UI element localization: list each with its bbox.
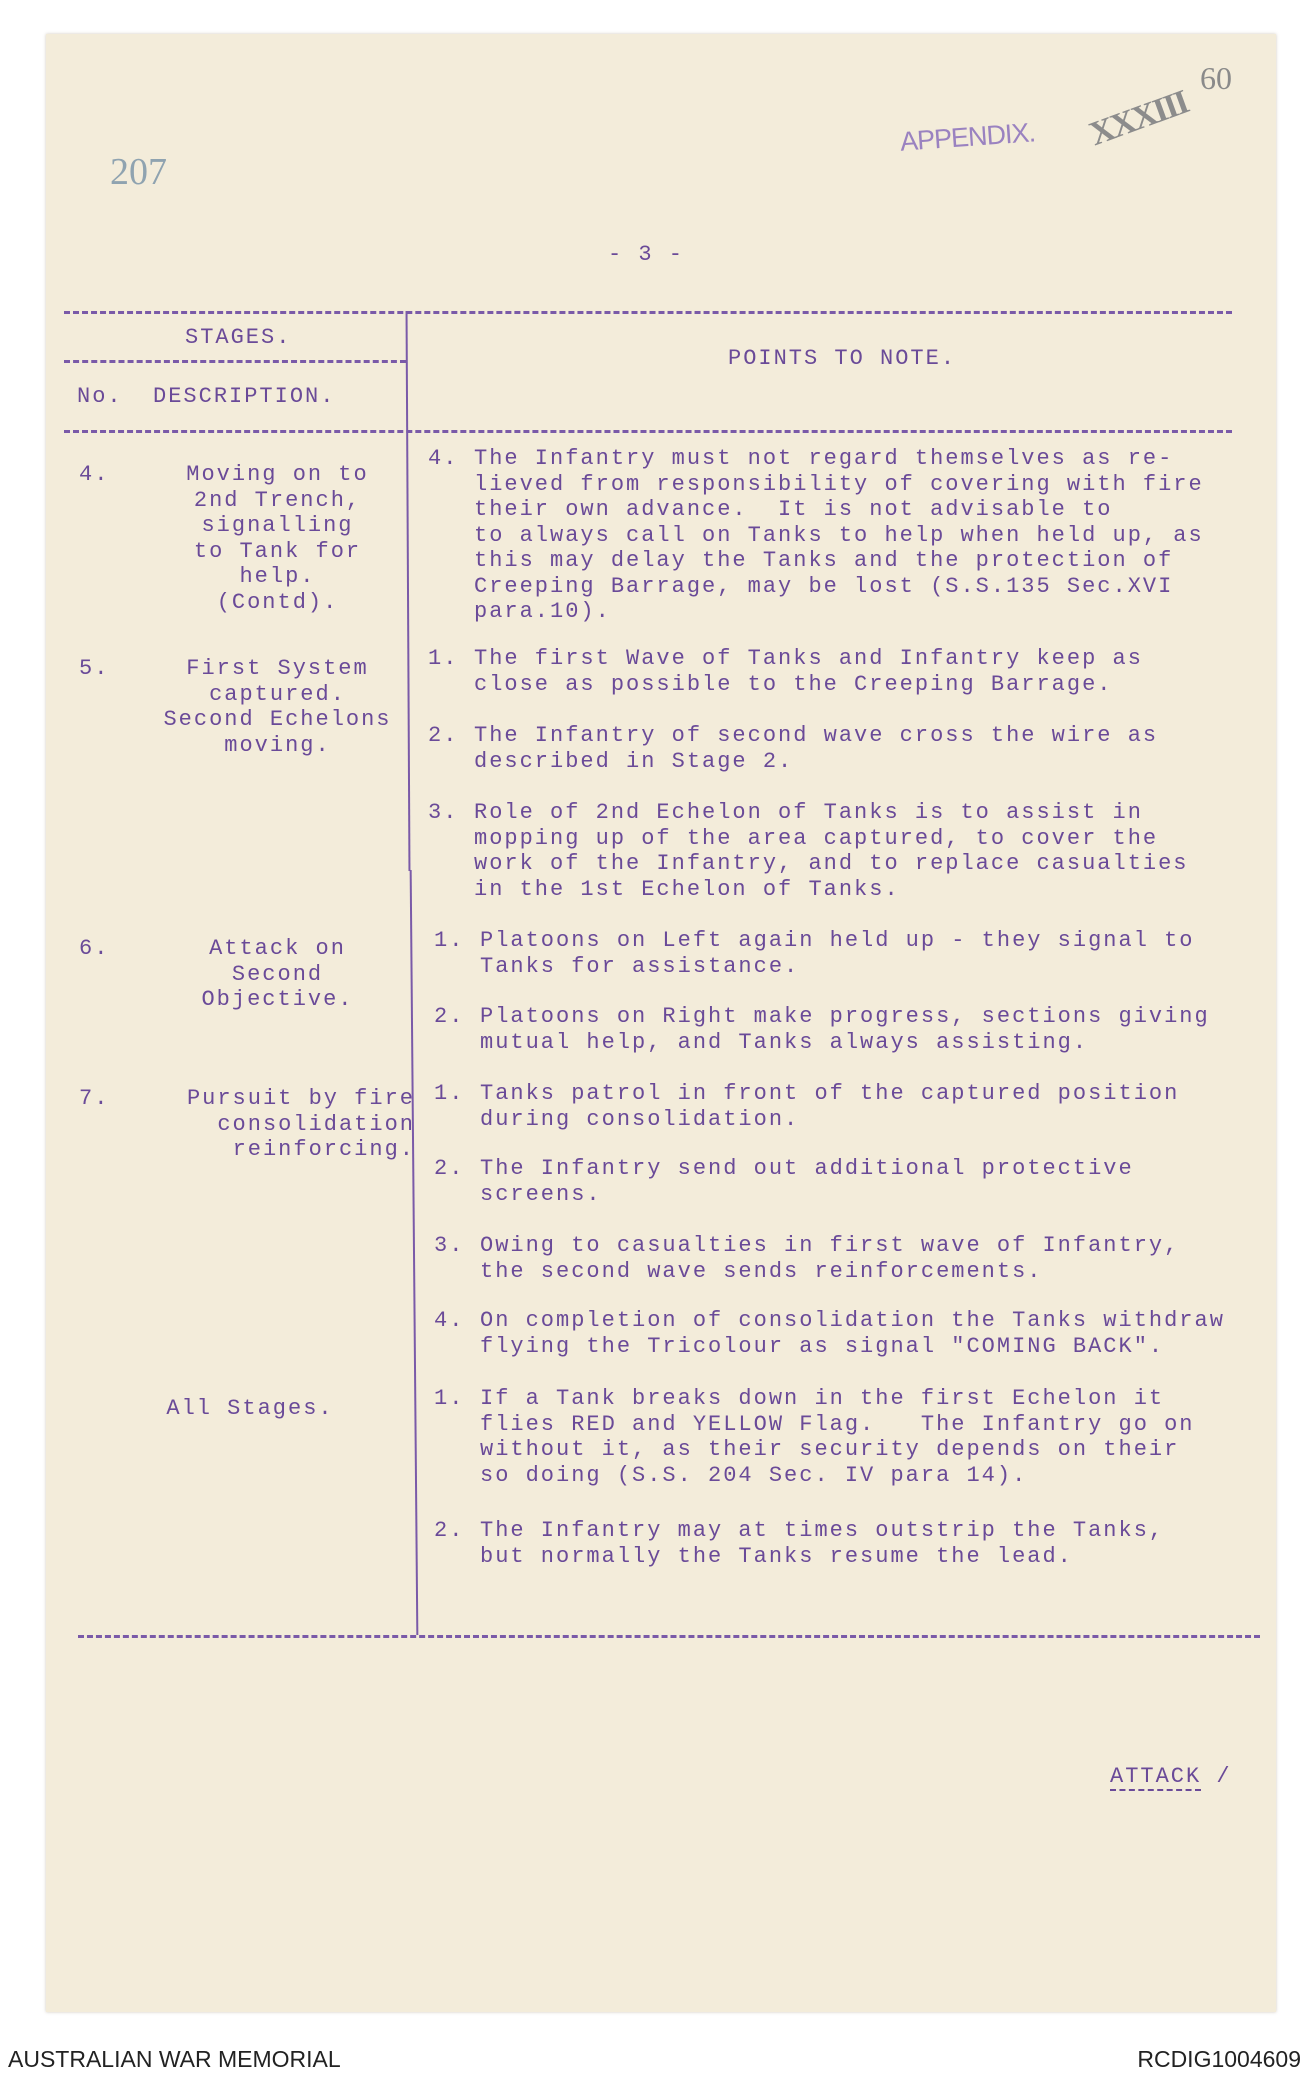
point-text: On completion of consolidation the Tanks withdraw flying the Tricolour as signal "COMING BACK".	[480, 1308, 1225, 1359]
point-text: Owing to casualties in first wave of Infantry, the second wave sends reinforcements.	[480, 1233, 1180, 1284]
point-number: 4.	[428, 446, 459, 471]
point-text: The Infantry send out additional protective screens.	[480, 1156, 1134, 1207]
point-number: 1.	[434, 1081, 465, 1106]
catchword-slash: /	[1216, 1764, 1232, 1789]
header-points-to-note: POINTS TO NOTE.	[728, 346, 957, 371]
point-text: If a Tank breaks down in the first Echelon it flies RED and YELLOW Flag. The Infantry go on without it, as their security depends on their so doing (S.S. 204 Sec. IV para 14).	[480, 1386, 1195, 1488]
stage-number: 5.	[79, 656, 110, 681]
page-number: - 3 -	[608, 242, 685, 267]
continuation-catchword	[1110, 1764, 1232, 1790]
point-text: The Infantry must not regard themselves as re- lieved from responsibility of covering with fire their own advance. It is not advisable to to always call on Tanks to help when held up, as this may delay the Tanks and the protection of Creeping Barrage, may be lost (S.S.135 Sec.XVI para.10).	[474, 446, 1204, 624]
point-text: The Infantry may at times outstrip the Tanks, but normally the Tanks resume the lead.	[480, 1518, 1165, 1569]
point-number: 2.	[428, 723, 459, 748]
stage-number: 6.	[79, 936, 110, 961]
point-number: 3.	[428, 800, 459, 825]
page-folio: 60	[1200, 60, 1232, 96]
point-text: Role of 2nd Echelon of Tanks is to assist in mopping up of the area captured, to cover the work of the Infantry, and to replace casualties in the 1st Echelon of Tanks.	[474, 800, 1189, 902]
point-number: 1.	[434, 1386, 465, 1411]
stage-description: First System captured. Second Echelons moving.	[163, 656, 392, 758]
footer-institution: AUSTRALIAN WAR MEMORIAL	[8, 2046, 341, 2072]
catchword-text: ATTACK	[1110, 1764, 1202, 1789]
stage-description: All Stages.	[166, 1396, 334, 1421]
appendix-number: XXXIII	[1084, 83, 1193, 154]
point-number: 4.	[434, 1308, 465, 1333]
point-text: Platoons on Right make progress, sections giving mutual help, and Tanks always assisting.	[480, 1004, 1210, 1055]
table-bottom-rule	[78, 1635, 1260, 1638]
stage-number: 4.	[79, 462, 110, 487]
header-stages: STAGES.	[185, 325, 292, 350]
header-no-description: No. DESCRIPTION.	[77, 384, 336, 409]
stages-header-rule	[64, 360, 406, 363]
point-number: 2.	[434, 1004, 465, 1029]
stage-number: 7.	[79, 1086, 110, 1111]
point-number: 1.	[434, 928, 465, 953]
folio-number: 207	[110, 151, 167, 193]
point-number: 2.	[434, 1518, 465, 1543]
header-bottom-rule	[64, 430, 1232, 433]
point-text: Platoons on Left again held up - they signal to Tanks for assistance.	[480, 928, 1195, 979]
stage-description: Moving on to 2nd Trench, signalling to Tank for help. (Contd).	[186, 462, 369, 615]
stage-description: Pursuit by fire consolidation reinforcing.	[186, 1086, 415, 1162]
point-number: 2.	[434, 1156, 465, 1181]
point-text: The Infantry of second wave cross the wire as described in Stage 2.	[474, 723, 1159, 774]
point-number: 3.	[434, 1233, 465, 1258]
point-text: Tanks patrol in front of the captured position during consolidation.	[480, 1081, 1180, 1132]
stage-description: Attack on Second Objective.	[201, 936, 354, 1012]
footer-record-id: RCDIG1004609	[1137, 2046, 1301, 2072]
appendix-stamp: APPENDIX.	[899, 117, 1036, 157]
table-top-rule	[64, 311, 1232, 314]
point-number: 1.	[428, 646, 459, 671]
point-text: The first Wave of Tanks and Infantry keep as close as possible to the Creeping Barrage.	[474, 646, 1143, 697]
